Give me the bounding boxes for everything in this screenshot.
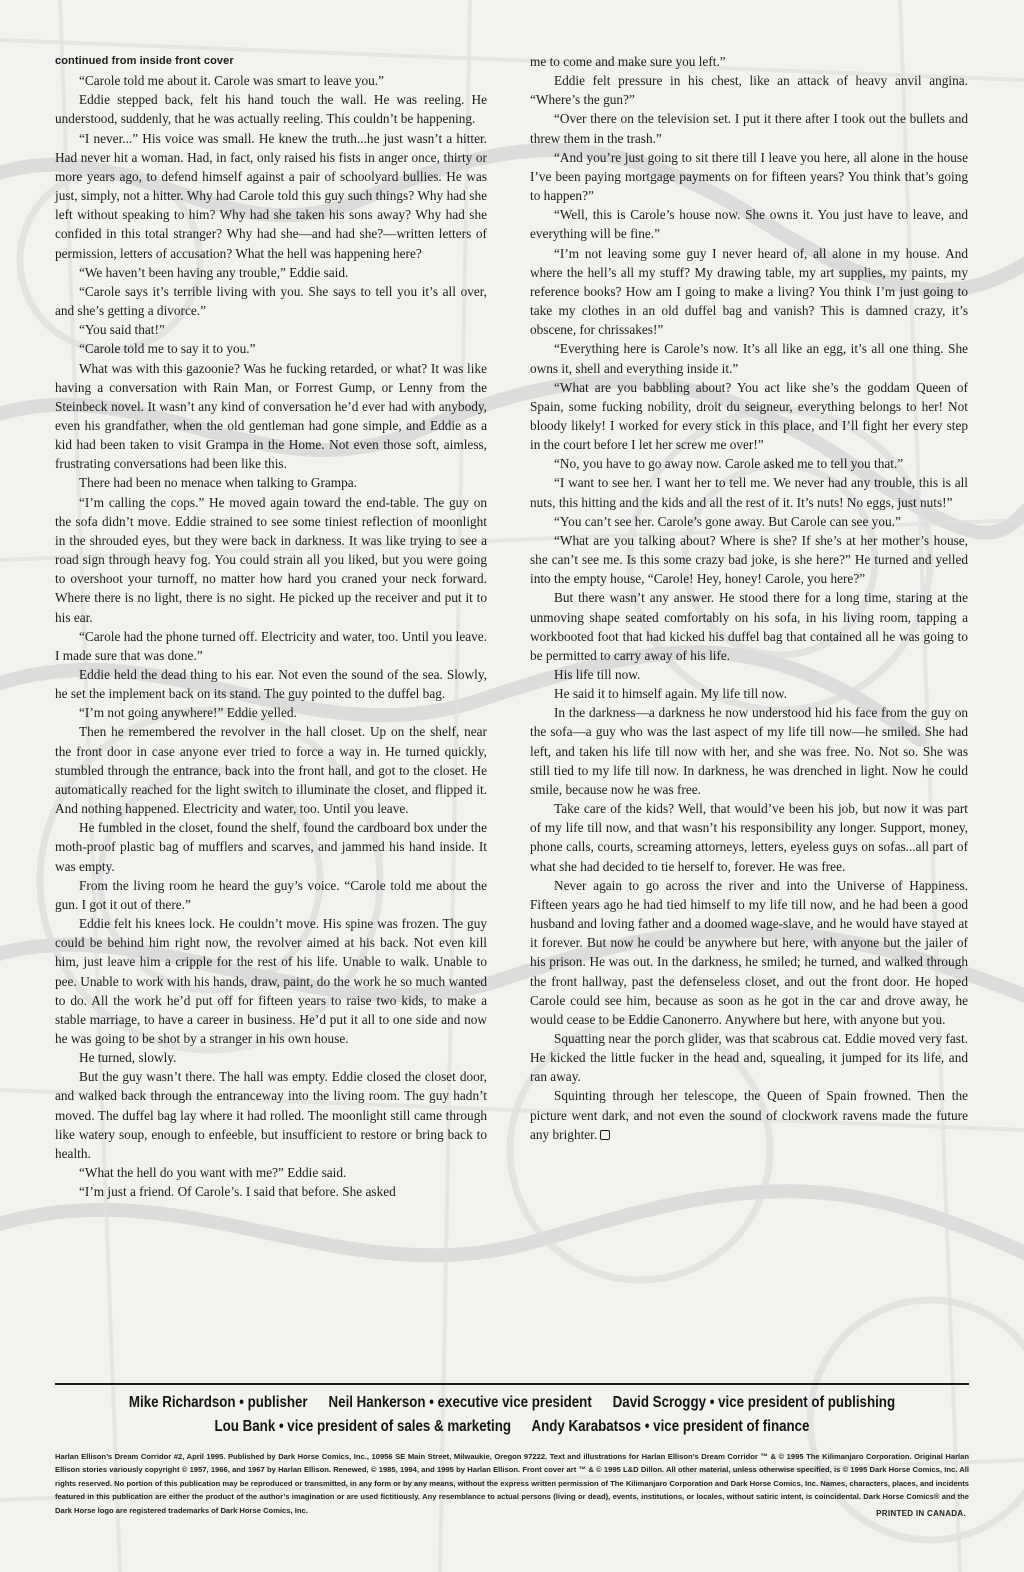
end-mark-icon (600, 1130, 610, 1140)
story-paragraph: “You can’t see her. Carole’s gone away. But Carole can see you.” (554, 513, 901, 529)
story-paragraph: Never again to go across the river and into the Universe of Happiness. Fifteen years ago he had tied himself to my life till now, and he had been a good husband and loving father and a doomed wage-slave, and he would have stayed at it forever. But now he could be anywhere but here, with anyone but the jailer of his prison. He was out. In the darkness, he smiled; he turned, and walked through the front hallway, past the defenseless closet, and out the front door. He hoped Carole could see him, because as soon as he got in the car and drove away, he would cease to be Eddie Canonerro. Anywhere but here, with anyone but you. (530, 877, 968, 1027)
story-paragraph: me to come and make sure you left.” (530, 54, 726, 69)
story-paragraph: “What are you babbling about? You act like she’s the goddam Queen of Spain, some fucking nobility, droit du seigneur, everything belongs to her! Not bloody likely! I worked for every stick in this place, and I’ll fight her every step in the court before I let her screw me over!” (530, 379, 968, 453)
masthead-line-1 (119, 1394, 905, 1412)
story-paragraph: “What are you talking about? Where is she? If she’s at her mother’s house, she can’t see me. Is this some crazy bad joke, is she here?” He turned and yelled into the empty house, “Carole! Hey, honey! Carole, you here?” (530, 532, 968, 587)
story-paragraph: From the living room he heard the guy’s voice. “Carole told me about the gun. I got it out of there.” (55, 877, 487, 912)
story-paragraph: “I’m not going anywhere!” Eddie yelled. (79, 705, 297, 721)
story-paragraph: “We haven’t been having any trouble,” Eddie said. (79, 264, 349, 280)
story-paragraph: “I want to see her. I want her to tell me. We never had any trouble, this is all nuts, this hitting and the kids and all the rest of it. It’s nuts! No eggs, just nuts!” (530, 475, 968, 510)
story-paragraph: He fumbled in the closet, found the shelf, found the cardboard box under the moth-proof plastic bag of mufflers and scarves, and jammed his hand inside. It was empty. (55, 820, 487, 874)
story-paragraph: “I never...” His voice was small. He knew the truth...he just wasn’t a hitter. Had never hit a woman. Had, in fact, only raised his fists in anger once, thirty or more years ago, to defend himself against a pair of schoolyard bullies. He was just, simply, not a hitter. Why had Carole told this guy such things? Why had she left without speaking to him? Why had she taken his sons away? Why had she confided in this total stranger? Why had she—and had she?—written letters of permission, letters of accusation? What the hell was happening here? (55, 130, 487, 261)
story-paragraph: His life till now. (554, 667, 641, 682)
story-paragraph: “Carole had the phone turned off. Electricity and water, too. Until you leave. I made sure that was done.” (55, 628, 487, 663)
story-paragraph: “I’m calling the cops.” He moved again toward the end-table. The guy on the sofa didn’t move. Eddie strained to see some tiniest reflection of moonlight in the shrouded eyes, but they were back in darkness. It was like trying to see a road sign through heavy fog. You could strain all you liked, but you were going to overshoot your turnoff, no matter how hard you craned your neck forward. Where there is no light, there is no sight. He picked up the receiver and put it to his ear. (55, 494, 487, 625)
masthead-credit: Mike Richardson • publisher (128, 1394, 308, 1411)
story-paragraph: “Carole says it’s terrible living with you. She says to tell you it’s all over, and she’s getting a divorce.” (55, 283, 487, 319)
story-paragraph: Eddie held the dead thing to his ear. Not even the sound of the sea. Slowly, he set the implement back on its stand. The guy pointed to the duffel bag. (55, 667, 487, 702)
story-column-left (55, 52, 487, 1201)
story-paragraph: But the guy wasn’t there. The hall was empty. Eddie closed the closet door, and walked back through the entranceway into the living room. The guy hadn’t moved. The duffel bag lay where it had rolled. The moonlight still came through like watery soup, enough to enfeeble, but insufficient to restore or bring back to health. (55, 1069, 487, 1161)
story-paragraph: “You said that!” (79, 322, 165, 338)
masthead-credit: Lou Bank • vice president of sales & marketing (214, 1418, 512, 1435)
story-paragraph: What was with this gazoonie? Was he fucking retarded, or what? It was like having a conversation with Rain Man, or Forrest Gump, or Lenny from the Steinbeck novel. It wasn’t any kind of conversation he’d ever had with anybody, even his grandfather, when the old gentleman had gone simple, and Eddie as a kid had been taken to visit Grampa in the Home. Not even those soft, aimless, frustrating conversations had been like this. (55, 360, 487, 472)
story-paragraph: Eddie felt pressure in his chest, like an attack of heavy anvil angina. “Where’s the gun?” (530, 73, 968, 108)
story-paragraph: “Carole told me to say it to you.” (79, 341, 256, 357)
story-column-right (530, 52, 968, 1144)
printed-in-canada: PRINTED IN CANADA. (876, 1509, 966, 1518)
story-paragraph: In the darkness—a darkness he now understood hid his face from the guy on the sofa—a guy who was the last aspect of my life till now—he smiled. She had left, and taken his life till now with her, and she was free. No. Not so. She was still tied to my life till now. In darkness, he was drenched in light. Now he could smile, because now he was free. (530, 705, 968, 797)
legal-indicia: Harlan Ellison’s Dream Corridor #2, April 1995. Published by Dark Horse Comics, Inc., 10956 SE Main Street, Milwaukie, Oregon 97222. Text and illustrations for Harlan Ellison’s Dream Corridor ™ & © 1995 The Kilimanjaro Corporation. Original Harlan Ellison stories variously copyright © 1957, 1966, and 1967 by Harlan Ellison. Renewed, © 1985, 1994, and 1995 by Harlan Ellison. Front cover art ™ & © 1995 L&D Dillon. All other material, unless otherwise specified, is © 1995 Dark Horse Comics, Inc. All rights reserved. No portion of this publication may be reproduced or transmitted, in any form or by any means, without the express written permission of The Kilimanjaro Corporation and Dark Horse Comics, Inc. Names, characters, places, and incidents featured in this publication are either the product of the author’s imagination or are used fictitiously. Any resemblance to actual persons (living or dead), events, institutions, or locales, without satiric intent, is coincidental. Dark Horse Comics® and the Dark Horse logo are registered trademarks of Dark Horse Comics, Inc. (55, 1452, 969, 1515)
story-paragraph: “I’m not leaving some guy I never heard of, all alone in my house. And where the hell’s all my stuff? My drawing table, my art supplies, my paints, my reference books? How am I going to make a living? You think I’m just going to take my clothes in an old duffel bag and vanish? This is damned crazy, it’s obscene, for chrissakes!” (530, 245, 968, 338)
masthead-credit: Andy Karabatsos • vice president of finance (531, 1418, 810, 1435)
story-paragraph: He turned, slowly. (79, 1050, 177, 1066)
story-paragraph: “Well, this is Carole’s house now. She owns it. You just have to leave, and everything will be fine.” (530, 207, 968, 242)
story-paragraph: Eddie stepped back, felt his hand touch the wall. He was reeling. He understood, suddenly, that he was actually reeling. This couldn’t be happening. (55, 92, 487, 127)
story-paragraph: “Over there on the television set. I put it there after I took out the bullets and threw them in the trash.” (530, 111, 968, 146)
story-paragraph: “And you’re just going to sit there till I leave you here, all alone in the house I’ve been paying mortgage payments on for fifteen years? You think that’s going to happen?” (530, 149, 968, 204)
continued-kicker: continued from inside front cover (55, 55, 234, 67)
story-paragraph: “Carole told me about it. Carole was smart to leave you.” (79, 73, 384, 89)
story-paragraph: Squatting near the porch glider, was that scabrous cat. Eddie moved very fast. He kicked the little fucker in the head and, squealing, it jumped for its life, and ran away. (530, 1030, 968, 1085)
story-paragraph: “No, you have to go away now. Carole asked me to tell you that.” (554, 456, 904, 472)
story-paragraph: “Everything here is Carole’s now. It’s all like an egg, it’s all one thing. She owns it, shell and everything inside it.” (530, 341, 968, 376)
story-paragraph: “What the hell do you want with me?” Eddie said. (79, 1165, 347, 1181)
story-paragraph: Eddie felt his knees lock. He couldn’t move. His spine was frozen. The guy could be behind him right now, the revolver aimed at his back. Not even kill him, just leave him a cripple for the rest of his life. Unable to walk. Unable to pee. Unable to work with his hands, draw, paint, do the work he so much wanted to do. All the work he’d put off for fifteen years to raise two kids, to make a stable marriage, to have a career in business. He’d put it all to one side and now he was going to be shot by a stranger in his own house. (55, 916, 487, 1046)
story-paragraph: “I’m just a friend. Of Carole’s. I said that before. She asked (79, 1184, 396, 1200)
masthead-credit: David Scroggy • vice president of publishing (612, 1394, 896, 1411)
masthead-line-2 (119, 1418, 905, 1436)
story-paragraph: Then he remembered the revolver in the hall closet. Up on the shelf, near the front door in case anyone ever tried to force a way in. He turned quickly, stumbled through the entrance, back into the front hall, and got to the closet. He automatically reached for the light switch to illuminate the closet, and flipped it. And nothing happened. Electricity and water, too. Until you leave. (55, 724, 487, 817)
story-paragraph: There had been no menace when talking to Grampa. (79, 475, 358, 491)
masthead-credit: Neil Hankerson • executive vice president (328, 1394, 592, 1411)
story-paragraph: Take care of the kids? Well, that would’ve been his job, but now it was part of my life till now, and that wasn’t his responsibility any longer. Support, money, phone calls, courts, screaming attorneys, letters, eyeless guys on sofas...all part of what she had decided to tie herself to, forever. He was free. (530, 801, 968, 874)
story-paragraph: Squinting through her telescope, the Queen of Spain frowned. Then the picture went dark, and not even the sound of clockwork ravens made the future any brighter. (530, 1088, 968, 1142)
story-paragraph: He said it to himself again. My life till now. (554, 686, 787, 702)
divider-rule (55, 1383, 969, 1385)
story-paragraph: But there wasn’t any answer. He stood there for a long time, staring at the unmoving shape seated comfortably on his sofa, in his living room, tapping a workbooted foot that had kicked his duffel bag that contained all he was going to be permitted to carry away of his life. (530, 590, 968, 663)
